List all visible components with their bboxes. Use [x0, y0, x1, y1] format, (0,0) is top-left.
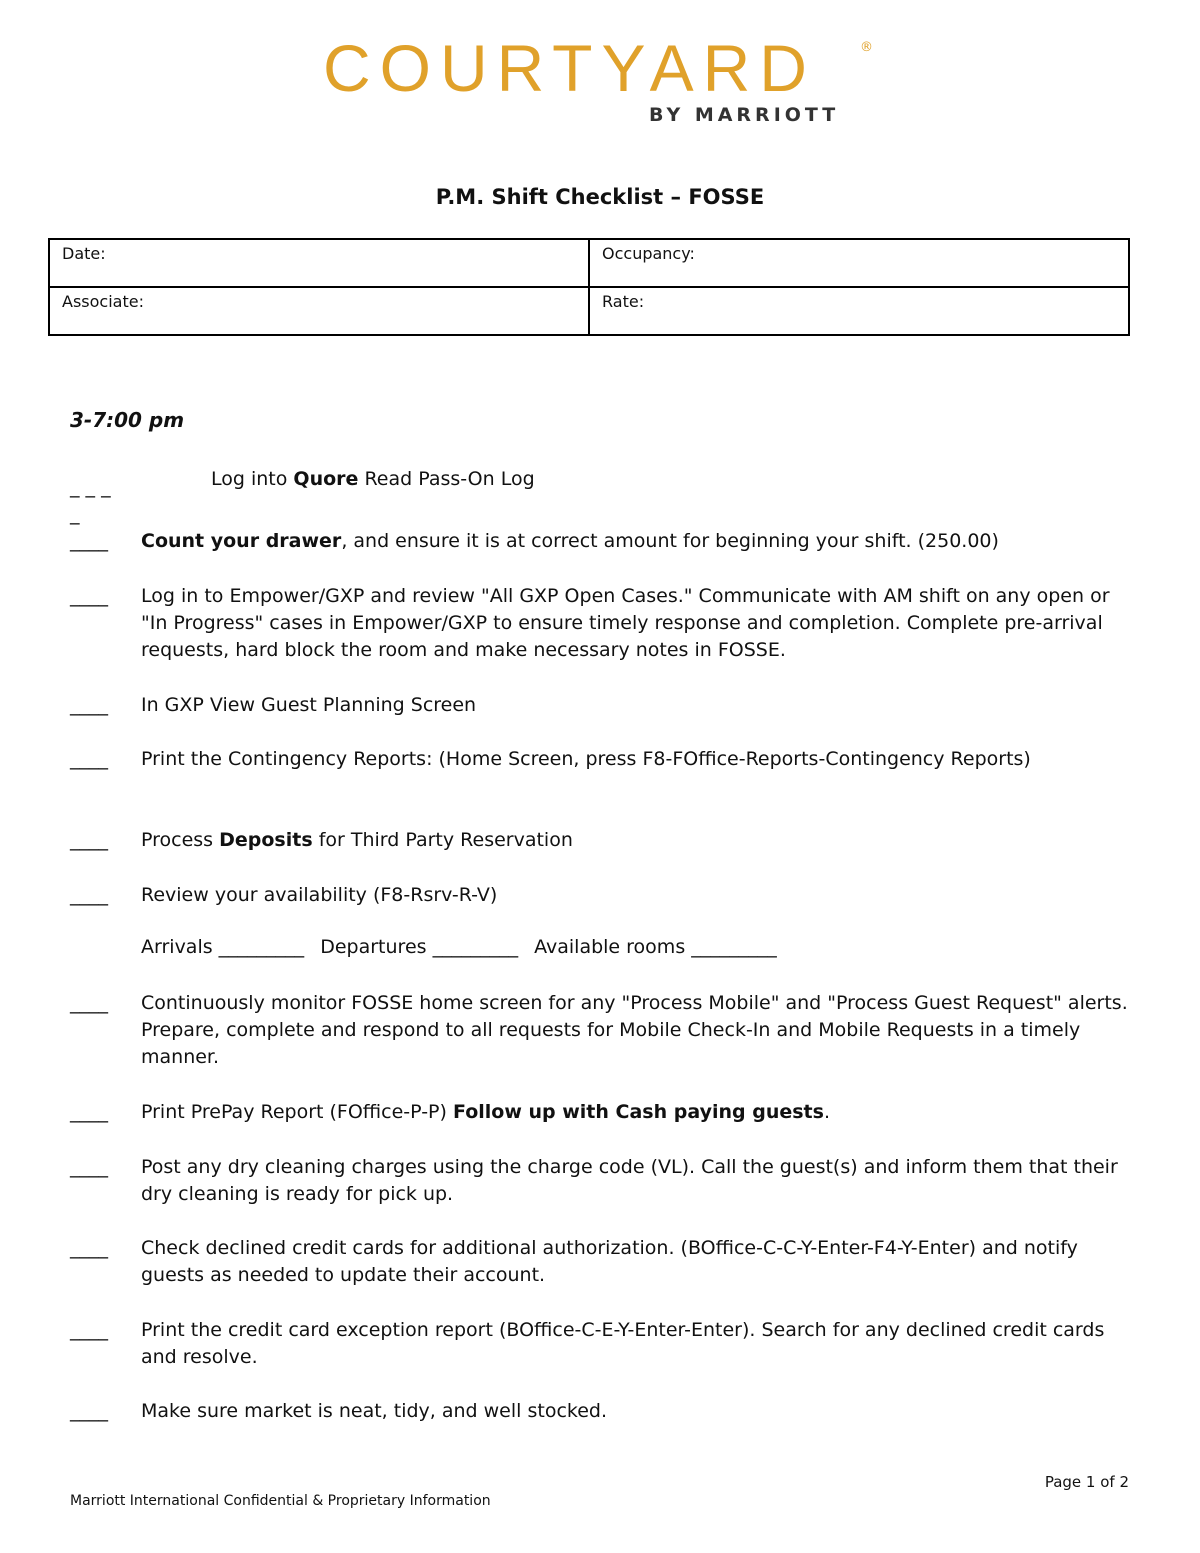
logo-wordmark: COURTYARD	[323, 31, 816, 105]
logo-subtitle: BY MARRIOTT	[649, 104, 840, 126]
checkbox-blank: ____	[70, 884, 108, 906]
arrivals-field: Arrivals _________	[141, 936, 305, 958]
checkbox-blank: ____	[70, 1237, 108, 1259]
page-title: P.M. Shift Checklist – FOSSE	[435, 185, 765, 209]
item-text: Post any dry cleaning charges using the charge code (VL). Call the guest(s) and inform them that their dry cleaning is ready for pick up.	[141, 1156, 1118, 1205]
item-text: Print PrePay Report (FOffice-P-P) Follow up with Cash paying guests.	[141, 1101, 830, 1123]
item-text: Make sure market is neat, tidy, and well stocked.	[141, 1400, 608, 1422]
confidentiality-footer: Marriott International Confidential & Proprietary Information	[70, 1493, 491, 1509]
item-text: In GXP View Guest Planning Screen	[141, 694, 477, 716]
item-text: Count your drawer, and ensure it is at correct amount for beginning your shift. (250.00)	[141, 530, 999, 552]
item-text: Print the credit card exception report (BOffice-C-E-Y-Enter-Enter). Search for any declined credit cards and resolve.	[141, 1319, 1105, 1368]
checkbox-blank: ____	[70, 694, 108, 716]
checkbox-blank: _ _ _ _	[70, 476, 111, 525]
courtyard-logo	[0, 31, 1200, 136]
checkbox-blank: ____	[70, 1156, 108, 1178]
registered-mark: ®	[860, 40, 873, 55]
rate-cell: Rate:	[589, 287, 1129, 335]
available-rooms-field: Available rooms _________	[534, 936, 777, 958]
item-text: Print the Contingency Reports: (Home Screen, press F8-FOffice-Reports-Contingency Reports)	[141, 748, 1031, 770]
page-number: Page 1 of 2	[1044, 1473, 1129, 1491]
availability-line	[141, 936, 787, 958]
checkbox-blank: ____	[70, 1400, 108, 1422]
section-heading: 3-7:00 pm	[70, 408, 185, 432]
item-text: Check declined credit cards for additional authorization. (BOffice-C-C-Y-Enter-F4-Y-Enter) and notify guests as needed to update their account.	[141, 1237, 1078, 1286]
associate-cell: Associate:	[49, 287, 589, 335]
item-text: Continuously monitor FOSSE home screen for any "Process Mobile" and "Process Guest Request" alerts. Prepare, complete and respond to all requests for Mobile Check-In and Mobile Requests in a timely manner.	[141, 992, 1128, 1068]
departures-field: Departures _________	[320, 936, 519, 958]
checkbox-blank: ____	[70, 829, 108, 851]
item-text: Log in to Empower/GXP and review "All GXP Open Cases." Communicate with AM shift on any open or "In Progress" cases in Empower/GXP to ensure timely response and completion. Complete pre-arrival requests, hard block the room and make necessary notes in FOSSE.	[141, 585, 1110, 661]
checkbox-blank: ____	[70, 992, 108, 1014]
checkbox-blank: ____	[70, 1101, 108, 1123]
checkbox-blank: ____	[70, 1319, 108, 1341]
checkbox-blank: ____	[70, 748, 108, 770]
date-cell: Date:	[49, 239, 589, 287]
item-text: Review your availability (F8-Rsrv-R-V)	[141, 884, 498, 906]
item-text: Process Deposits for Third Party Reservation	[141, 829, 573, 851]
shift-info-table	[48, 238, 1130, 336]
checkbox-blank: ____	[70, 530, 108, 552]
item-text: Log into Quore Read Pass-On Log	[211, 468, 535, 490]
occupancy-cell: Occupancy:	[589, 239, 1129, 287]
checkbox-blank: ____	[70, 585, 108, 607]
